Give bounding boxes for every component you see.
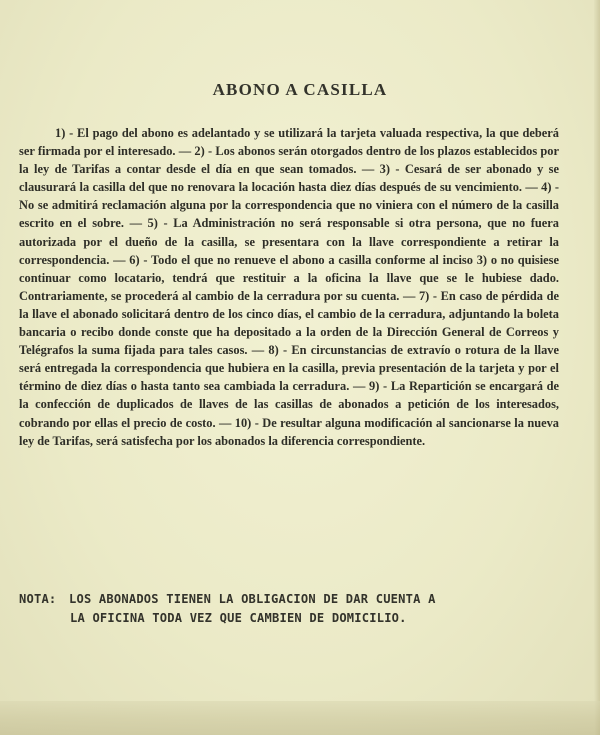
document-title: ABONO A CASILLA [212, 80, 388, 99]
nota-label: NOTA: [19, 592, 57, 606]
nota-line-2: LA OFICINA TODA VEZ QUE CAMBIEN DE DOMICILIO. [70, 611, 407, 625]
nota-line-1: LOS ABONADOS TIENEN LA OBLIGACION DE DAR CUENTA A [69, 592, 436, 606]
card-edge-bottom [0, 701, 600, 735]
card-edge-right [594, 0, 600, 735]
nota-block [19, 590, 564, 628]
regulations-text: 1) - El pago del abono es adelantado y se utilizará la tarjeta valuada respectiva, la que deberá ser firmada por el interesado. — 2) - Los abonos serán otorgados dentro de los plazos establecidos por la ley de Tarifas a contar desde el día en que sean tomados. — 3) - Cesará de ser abonado y se clausurará la casilla del que no renovara la locación hasta diez días después de su vencimiento. — 4) - No se admitirá reclamación alguna por la correspondencia que no viniera con el número de la casilla escrito en el sobre. — 5) - La Administración no será responsable si otra persona, que no fuera autorizada por el dueño de la casilla, se presentara con la llave correspondiente a retirar la correspondencia. — 6) - Todo el que no renueve el abono a casilla conforme al inciso 3) o no quisiese continuar como locatario, tendrá que restituir a la oficina la llave que se le hubiese dado. Contrariamente, se procederá al cambio de la cerradura por su cuenta. — 7) - En caso de pérdida de la llave el abonado solicitará dentro de los cinco días, el cambio de la cerradura, adjuntando la boleta bancaria o recibo donde conste que ha depositado a la orden de la Dirección General de Correos y Telégrafos la suma fijada para tales casos. — 8) - En circunstancias de extravío o rotura de la llave será entregada la correspondencia que hubiera en la casilla, previa presentación de la tarjeta y por el término de diez días o hasta tanto sea cambiada la cerradura. — 9) - La Repartición se encargará de la confección de duplicados de llaves de las casillas de abonados a petición de los interesados, cobrando por ellas el precio de costo. — 10) - De resultar alguna modificación al sancionarse la nueva ley de Tarifas, será satisfecha por los abonados la diferencia correspondiente. [19, 126, 559, 448]
